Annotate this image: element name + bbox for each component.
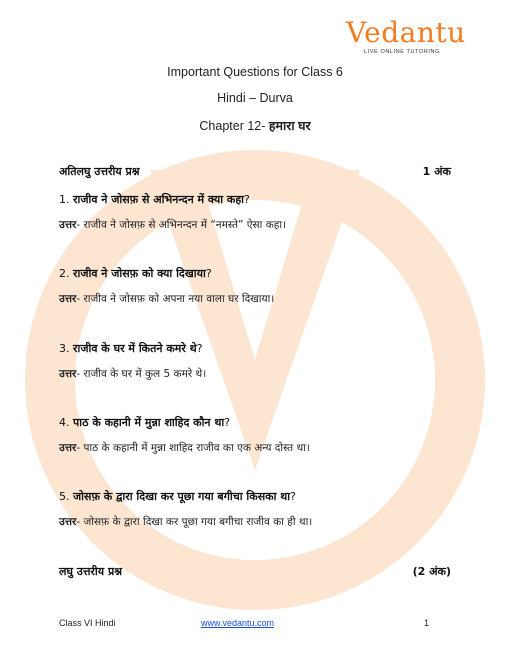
question-text: पाठ के कहानी में मुन्ना शाहिद कौन था [73, 416, 225, 429]
question-2: 2. राजीव ने जोसफ़ को क्या दिखाया? [59, 267, 212, 280]
logo-tagline: LIVE ONLINE TUTORING [364, 49, 440, 55]
section-marks: 1 अंक [422, 165, 451, 178]
answer-5 [59, 515, 451, 529]
vedantu-logo [346, 16, 466, 55]
document-title: Important Questions for Class 6 [167, 65, 343, 79]
chapter-prefix: Chapter 12- [199, 119, 266, 133]
section-short-questions [59, 564, 451, 579]
document-subject: Hindi – Durva [217, 91, 293, 105]
logo-wordmark: Vedantu [346, 16, 466, 49]
question-text: राजीव ने जोसफ़ से अभिनन्दन में क्या कहा [73, 193, 245, 206]
answer-1 [59, 218, 451, 232]
answer-text: - पाठ के कहानी में मुन्ना शाहिद राजीव का एक अन्य दोस्त था। [76, 442, 310, 454]
section-marks: (2 अंक) [412, 565, 451, 578]
question-3: 3. राजीव के घर में कितने कमरे थे? [59, 342, 203, 355]
answer-2 [59, 292, 451, 306]
page-footer [59, 618, 439, 628]
answer-label: उत्तर [59, 442, 77, 454]
section-title: लघु उत्तरीय प्रश्न [59, 565, 123, 578]
answer-text: - राजीव ने जोसफ़ को अपना नया वाला घर दिखाया। [76, 293, 275, 305]
question-5: 5. जोसफ़ के द्वारा दिखा कर पूछा गया बगीचा किसका था? [59, 490, 296, 503]
answer-label: उत्तर [59, 368, 77, 380]
question-4: 4. पाठ के कहानी में मुन्ना शाहिद कौन था? [59, 416, 231, 429]
footer-website-link[interactable]: www.vedantu.com [201, 618, 275, 628]
answer-label: उत्तर [59, 516, 77, 528]
answer-label: उत्तर [59, 293, 77, 305]
answer-4 [59, 441, 451, 455]
answer-text: - राजीव के घर में कुल 5 कमरे थे। [76, 368, 207, 380]
question-text: राजीव के घर में कितने कमरे थे [73, 342, 197, 355]
footer-class-label: Class VI Hindi [59, 618, 116, 628]
answer-text: - जोसफ़ के द्वारा दिखा कर पूछा गया बगीचा राजीव का ही था। [76, 516, 313, 528]
answer-3 [59, 367, 451, 381]
answer-text: - राजीव ने जोसफ़ से अभिनन्दन में “नमस्ते” ऐसा कहा। [76, 219, 287, 231]
section-title: अतिलघु उत्तरीय प्रश्न [59, 165, 140, 178]
chapter-name: हमारा घर [268, 119, 311, 133]
page-number: 1 [423, 618, 429, 628]
question-1: 1. राजीव ने जोसफ़ से अभिनन्दन में क्या कहा? [59, 193, 250, 206]
answer-label: उत्तर [59, 219, 77, 231]
section-very-short-questions [59, 164, 451, 179]
chapter-heading [0, 117, 510, 134]
question-text: जोसफ़ के द्वारा दिखा कर पूछा गया बगीचा किसका था [73, 490, 291, 503]
question-text: राजीव ने जोसफ़ को क्या दिखाया [73, 267, 206, 280]
